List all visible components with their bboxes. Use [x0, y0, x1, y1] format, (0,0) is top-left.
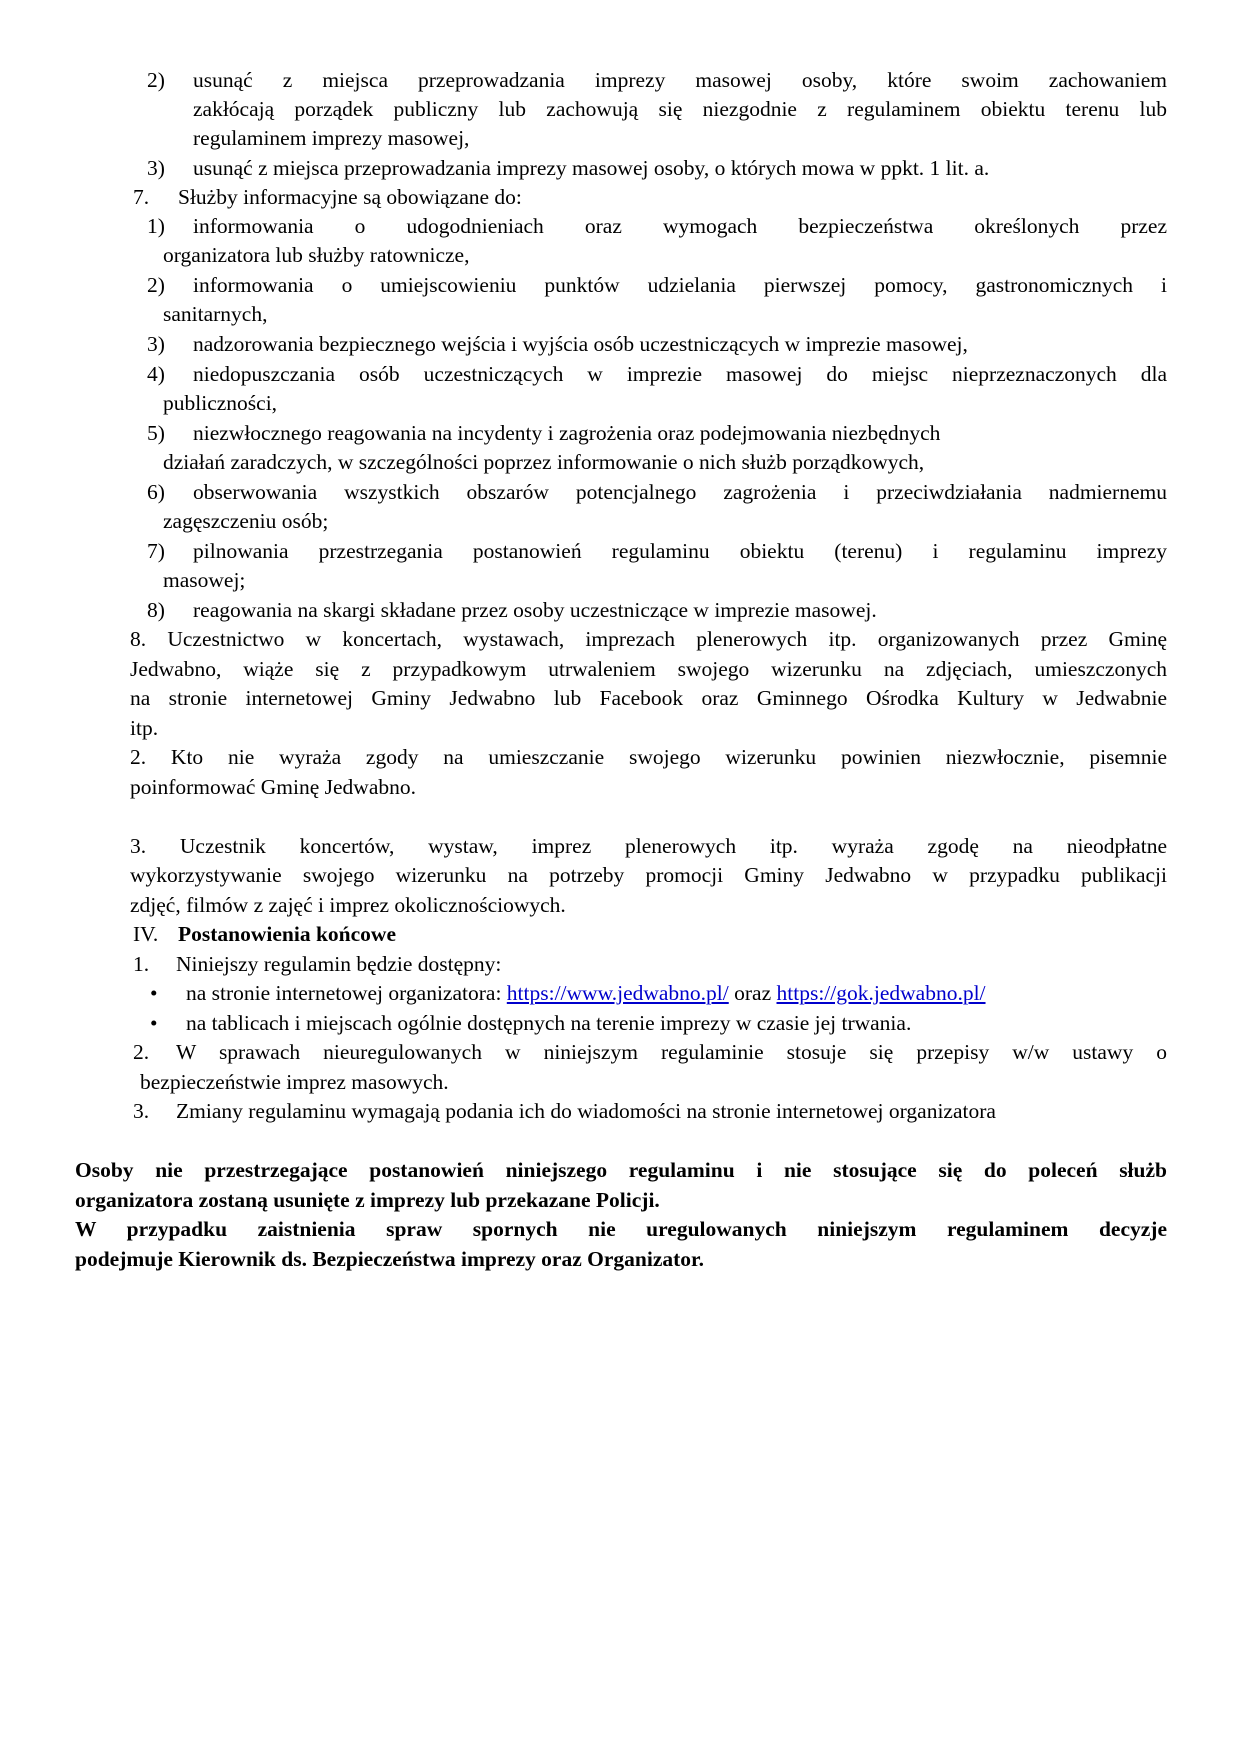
item-number: 3) — [147, 156, 165, 180]
closing-line: W przypadku zaistnienia spraw spornych nie uregulowanych niniejszym regulaminem decyzje — [75, 1217, 1167, 1241]
bullet-text: na stronie internetowej organizatora: — [186, 981, 507, 1005]
item-number: 2. — [133, 1040, 150, 1064]
closing-line: podejmuje Kierownik ds. Bezpieczeństwa imprezy oraz Organizator. — [75, 1247, 704, 1271]
paragraph-line: 3. Uczestnik koncertów, wystaw, imprez plenerowych itp. wyraża zgodę na nieodpłatne — [130, 834, 1167, 858]
item-text-line: informowania o udogodnieniach oraz wymogach bezpieczeństwa określonych przez — [193, 214, 1167, 238]
item-text: Zmiany regulaminu wymagają podania ich do wiadomości na stronie internetowej organizatora — [176, 1099, 996, 1123]
bullet-item-website — [186, 979, 986, 1008]
item-text-line: W sprawach nieuregulowanych w niniejszym regulaminie stosuje się przepisy w/w ustawy o — [176, 1040, 1167, 1064]
item-text-line: regulaminem imprezy masowej, — [193, 126, 470, 150]
item-number: 6) — [147, 480, 165, 504]
item-number: 4) — [147, 362, 165, 386]
bullet-item-boards: na tablicach i miejscach ogólnie dostępnych na terenie imprezy w czasie jej trwania. — [186, 1011, 912, 1035]
item-number: 5) — [147, 421, 165, 445]
paragraph-line: na stronie internetowej Gminy Jedwabno lub Facebook oraz Gminnego Ośrodka Kultury w Jedwabnie — [130, 686, 1167, 710]
paragraph-line: zdjęć, filmów z zajęć i imprez okolicznościowych. — [130, 893, 566, 917]
item-text-line: masowej; — [163, 568, 246, 592]
item-text-line: zakłócają porządek publiczny lub zachowują się niezgodnie z regulaminem obiektu terenu lub — [193, 97, 1167, 121]
paragraph-line: itp. — [130, 716, 159, 740]
item-text-line: publiczności, — [163, 391, 278, 415]
item-text-line: działań zaradczych, w szczególności poprzez informowanie o nich służb porządkowych, — [163, 450, 925, 474]
link-gok-jedwabno[interactable]: https://gok.jedwabno.pl/ — [776, 981, 986, 1005]
paragraph-line: Jedwabno, wiąże się z przypadkowym utrwaleniem swojego wizerunku na zdjęciach, umieszczonych — [130, 657, 1167, 681]
item-text-line: niedopuszczania osób uczestniczących w imprezie masowej do miejsc nieprzeznaczonych dla — [193, 362, 1167, 386]
item-number: 2) — [147, 273, 165, 297]
item-text-line: bezpieczeństwie imprez masowych. — [140, 1070, 449, 1094]
bullet-icon: • — [150, 1011, 158, 1035]
item-number: 3) — [147, 332, 165, 356]
item-text-line: organizatora lub służby ratownicze, — [163, 243, 470, 267]
item-text-line: informowania o umiejscowieniu punktów udzielania pierwszej pomocy, gastronomicznych i — [193, 273, 1167, 297]
item-number: 1) — [147, 214, 165, 238]
item-text-line: reagowania na skargi składane przez osoby uczestniczące w imprezie masowej. — [193, 598, 877, 622]
section-number: 7. — [133, 185, 150, 209]
item-number: 2) — [147, 68, 165, 92]
item-text-line: pilnowania przestrzegania postanowień regulaminu obiektu (terenu) i regulaminu imprezy — [193, 539, 1167, 563]
item-text-line: niezwłocznego reagowania na incydenty i zagrożenia oraz podejmowania niezbędnych — [193, 421, 941, 445]
closing-line: organizatora zostaną usunięte z imprezy lub przekazane Policji. — [75, 1188, 660, 1212]
item-text-line: obserwowania wszystkich obszarów potencjalnego zagrożenia i przeciwdziałania nadmiernemu — [193, 480, 1167, 504]
item-number: 3. — [133, 1099, 150, 1123]
item-number: 1. — [133, 952, 150, 976]
closing-line: Osoby nie przestrzegające postanowień niniejszego regulaminu i nie stosujące się do poleceń służb — [75, 1158, 1167, 1182]
item-text-line: zagęszczeniu osób; — [163, 509, 329, 533]
item-text: Niniejszy regulamin będzie dostępny: — [176, 952, 502, 976]
section-title: Służby informacyjne są obowiązane do: — [178, 185, 522, 209]
link-jedwabno[interactable]: https://www.jedwabno.pl/ — [506, 981, 729, 1005]
item-number: 7) — [147, 539, 165, 563]
bullet-text-mid: oraz — [728, 981, 777, 1005]
item-text-line: nadzorowania bezpiecznego wejścia i wyjścia osób uczestniczących w imprezie masowej, — [193, 332, 968, 356]
paragraph-line: poinformować Gminę Jedwabno. — [130, 775, 416, 799]
paragraph-line: 8. Uczestnictwo w koncertach, wystawach, imprezach plenerowych itp. organizowanych przez Gminę — [130, 627, 1167, 651]
item-number: 8) — [147, 598, 165, 622]
item-text-line: sanitarnych, — [163, 302, 268, 326]
paragraph-line: wykorzystywanie swojego wizerunku na potrzeby promocji Gminy Jedwabno w przypadku publikacji — [130, 863, 1167, 887]
item-text-line: usunąć z miejsca przeprowadzania imprezy masowej osoby, które swoim zachowaniem — [193, 68, 1167, 92]
section-number: IV. — [133, 922, 159, 946]
item-text-line: usunąć z miejsca przeprowadzania imprezy masowej osoby, o których mowa w ppkt. 1 lit. a. — [193, 156, 990, 180]
bullet-icon: • — [150, 981, 158, 1005]
paragraph-line: 2. Kto nie wyraża zgody na umieszczanie swojego wizerunku powinien niezwłocznie, pisemnie — [130, 745, 1167, 769]
section-title: Postanowienia końcowe — [178, 922, 396, 946]
